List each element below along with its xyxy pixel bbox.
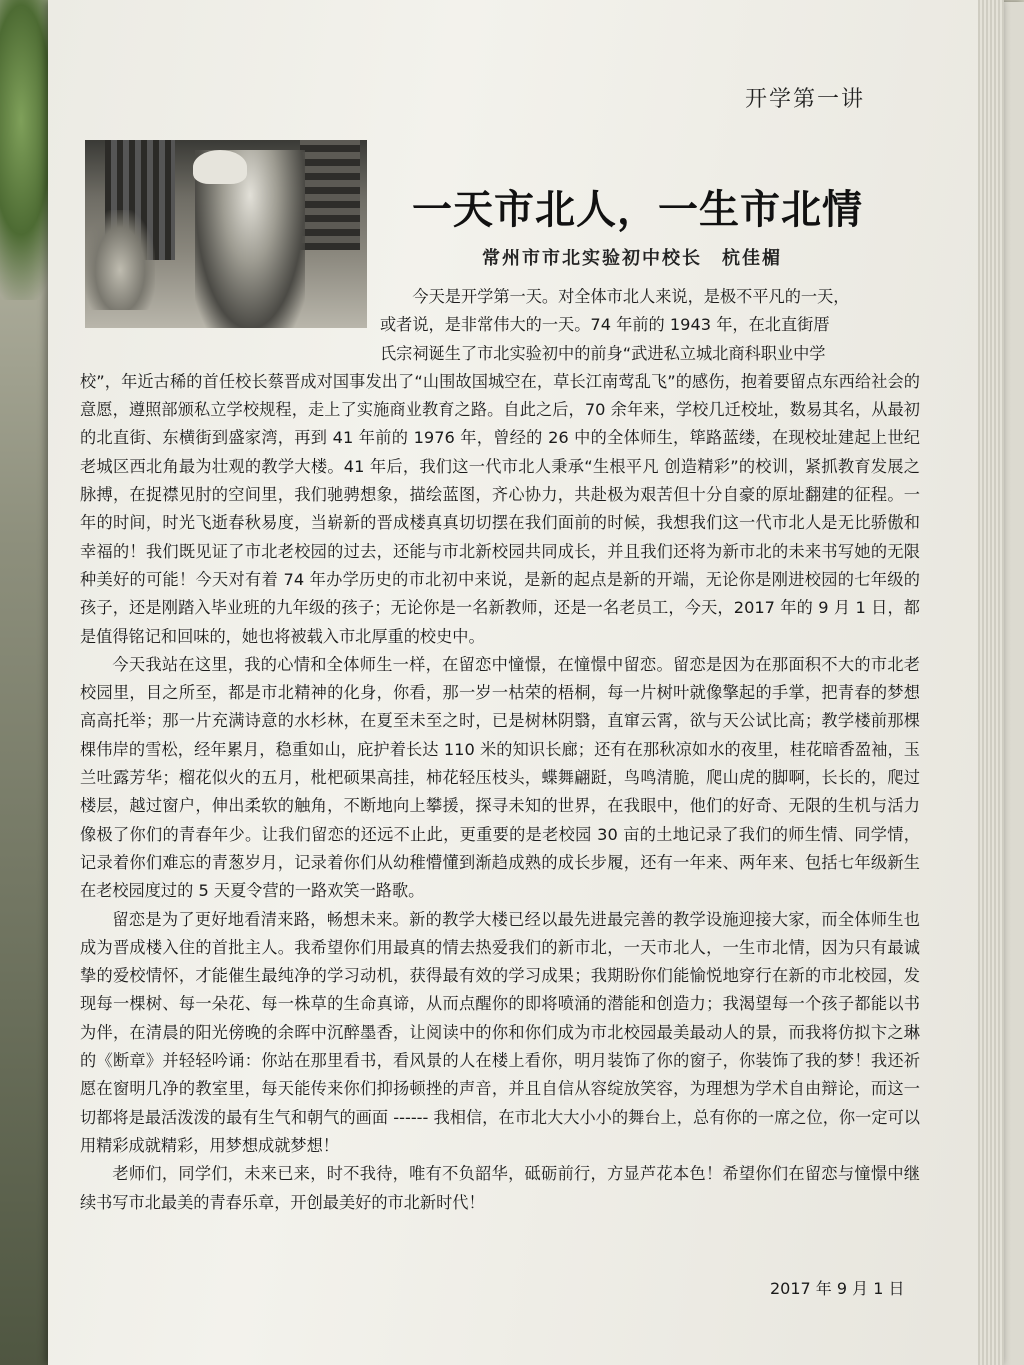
- paragraph-4: 老师们，同学们，未来已来，时不我待，唯有不负韶华，砥砺前行，方显芦花本色！希望你们在留恋与憧憬中继续书写市北最美的青春乐章，开创最美好的市北新时代！: [80, 1164, 920, 1212]
- intro-line-3: 氏宗祠诞生了市北实验初中的前身“武进私立城北商科职业中学: [380, 343, 826, 363]
- paragraph-2: 今天我站在这里，我的心情和全体师生一样，在留恋中憧憬，在憧憬中留恋。留恋是因为在那面积不大的市北老校园里，目之所至，都是市北精神的化身，你看，那一岁一枯荣的梧桐，每一片树叶就像擎起的手掌，把青春的梦想高高托举；那一片充满诗意的水杉林，在夏至未至之时，已是树林阴翳，直窜云霄，欲与天公试比高；教学楼前那棵棵伟岸的雪松，经年累月，稳重如山，庇护着长达 110 米的知识长廊；还有在那秋凉如水的夜里，桂花暗香盈袖，玉兰吐露芳华；榴花似火的五月，枇杷硕果高挂，柿花轻压枝头，蝶舞翩跹，鸟鸣清脆，爬山虎的脚啊，长长的，爬过楼层，越过窗户，伸出柔软的触角，不断地向上攀援，探寻未知的世界，在我眼中，他们的好奇、无限的生机与活力像极了你们的青春年少。让我们留恋的还远不止此，更重要的是老校园 30 亩的土地记录了我们的师生情、同学情，记录着你们难忘的青葱岁月，记录着你们从幼稚懵懂到渐趋成熟的成长步履，还有一年来、两年来、包括七年级新生在老校园度过的 5 天夏令营的一路欢笑一路歌。: [80, 654, 920, 901]
- intro-line-2: 或者说，是非常伟大的一天。74 年前的 1943 年，在北直街厝: [380, 315, 830, 335]
- photo-hat: [193, 150, 247, 184]
- article-body: [80, 283, 920, 1217]
- paragraph-1-rest: 校”，年近古稀的首任校长蔡晋成对国事发出了“山围故国城空在，草长江南莺乱飞”的感伤，抱着要留点东西给社会的意愿，遵照部颁私立学校规程，走上了实施商业教育之路。自此之后，70 余年来，学校几迁校址，数易其名，从最初的北直街、东横街到盛家湾，再到 41 年前的 1976 年，曾经的 26 中的全体师生，筚路蓝缕，在现校址建起上世纪老城区西北角最为壮观的教学大楼。41 年后，我们这一代市北人秉承“生根平凡 创造精彩”的校训，紧抓教育发展之脉搏，在捉襟见肘的空间里，我们驰骋想象，描绘蓝图，齐心协力，共赴极为艰苦但十分自豪的原址翻建的征程。一年的时间，时光飞逝春秋易度，当崭新的晋成楼真真切切摆在我们面前的时候，我想我们这一代市北人是无比骄傲和幸福的！我们既见证了市北老校园的过去，还能与市北新校园共同成长，并且我们还将为新市北的未来书写她的无限种美好的可能！今天对有着 74 年办学历史的市北初中来说，是新的起点是新的开端，无论你是刚进校园的七年级的孩子，还是刚踏入毕业班的九年级的孩子；无论你是一名新教师，还是一名老员工，今天，2017 年的 9 月 1 日，都是值得铭记和回味的，她也将被载入市北厚重的校史中。: [80, 371, 920, 646]
- page-edges: [978, 0, 1004, 1365]
- paragraph-3: 留恋是为了更好地看清来路，畅想未来。新的教学大楼已经以最先进最完善的教学设施迎接大家，而全体师生也成为晋成楼入住的首批主人。我希望你们用最真的情去热爱我们的新市北，一天市北人，一生市北情，因为只有最诚挚的爱校情怀，才能催生最纯净的学习动机，获得最有效的学习成果；我期盼你们能愉悦地穿行在新的市北校园，发现每一棵树、每一朵花、每一株草的生命真谛，从而点醒你的即将喷涌的潜能和创造力；我渴望每一个孩子都能以书为伴，在清晨的阳光傍晚的余晖中沉醉墨香，让阅读中的你和你们成为市北校园最美最动人的景，而我将仿拟卞之琳的《断章》并轻轻吟诵：你站在那里看书，看风景的人在楼上看你，明月装饰了你的窗子，你装饰了我的梦！我还祈愿在窗明几净的教室里，每天能传来你们抑扬顿挫的声音，并且自信从容绽放笑容，为理想为学术自由辩论，而这一切都将是最活泼泼的最有生气和朝气的画面 ------ 我相信，在市北大大小小的舞台上，总有你的一席之位，你一定可以用精彩成就精彩，用梦想成就梦想！: [80, 909, 920, 1155]
- article-title: 一天市北人，一生市北情: [412, 186, 863, 233]
- article-date: 2017 年 9 月 1 日: [770, 1279, 905, 1298]
- article-byline: 常州市市北实验初中校长 杭佳楣: [482, 248, 782, 269]
- intro-line-1: 今天是开学第一天。对全体市北人来说，是极不平凡的一天，: [412, 287, 850, 306]
- photo-door-right: [300, 140, 360, 250]
- section-header: 开学第一讲: [745, 87, 866, 112]
